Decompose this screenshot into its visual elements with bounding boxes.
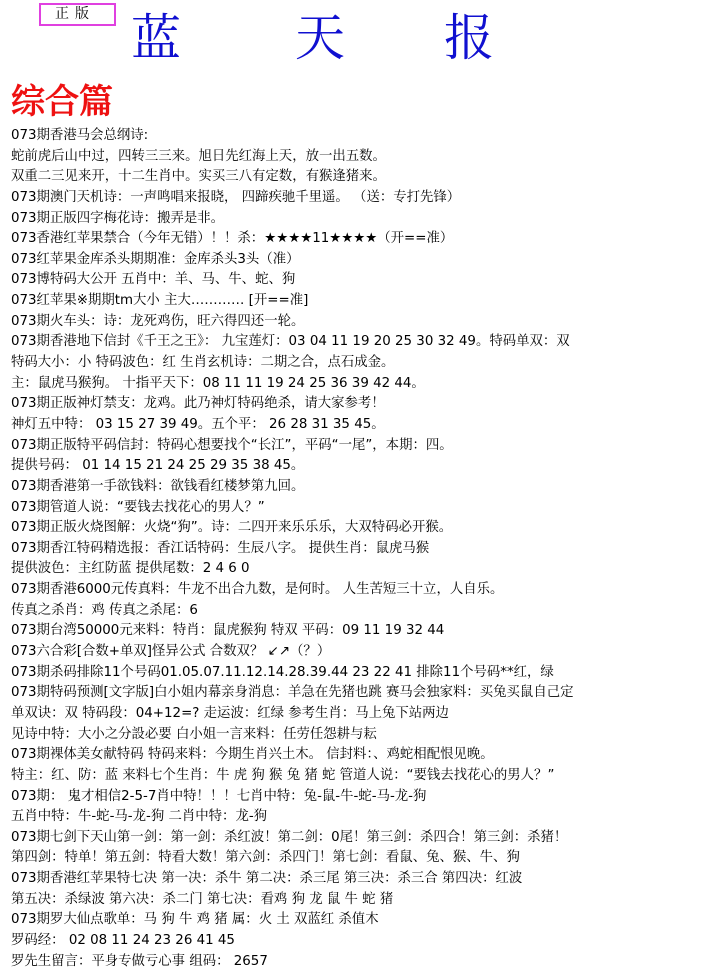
content-line: 第四剑：特单！第五剑：特看大数！第六剑：杀四门！第七剑：看鼠、兔、猴、牛、狗 [11, 850, 520, 866]
content-line: 第五决：杀绿波 第六决：杀二门 第七决：看鸡 狗 龙 鼠 牛 蛇 猪 [11, 891, 394, 907]
content-line: 神灯五中特： 03 15 27 39 49。五个平： 26 28 31 35 45。 [11, 416, 385, 432]
content-line: 073期香港6000元传真料：牛龙不出合九数，是何时。 人生苦短三十立，人自乐。 [11, 582, 504, 598]
content-line: 单双诀：双 特码段：04+12=? 走运波：红绿 参考生肖：马上兔下站两边 [11, 705, 449, 721]
content-line: 073期特码预测[文字版]白小姐内幕亲身消息：羊急在先猪也跳 赛马会独家料：买兔买鼠自己定 [11, 685, 574, 701]
content-line: 五肖中特：牛-蛇-马-龙-狗 二肖中特：龙-狗 [11, 809, 268, 825]
content-line: 073期香港红苹果特七决 第一决：杀牛 第二决：杀三尾 第三决：杀三合 第四决：红波 [11, 871, 523, 887]
content-line: 073期杀码排除11个号码01.05.07.11.12.14.28.39.44 23 22 41 排除11个号码**红，绿 [11, 664, 554, 680]
content-line: 073期正版四字梅花诗：搬弄是非。 [11, 210, 225, 226]
content-line: 073期正版特平码信封：特码心想要找个“长江”，平码“一尾”，本期：四。 [11, 437, 453, 453]
title-char-1: 蓝 [131, 9, 181, 67]
content-line: 073期澳门天机诗：一声鸣唱来报晓， 四蹄疾驰千里遥。 （送：专打先锋） [11, 189, 461, 205]
content-line: 073红苹果金库杀头期期准：金库杀头3头（准） [11, 251, 300, 267]
content-line: 073期香港第一手欲钱料：欲钱看红楼梦第九回。 [11, 478, 305, 494]
content-line: 073期台湾50000元来料：特肖：鼠虎猴狗 特双 平码：09 11 19 32 44 [11, 623, 445, 639]
edition-badge: 正版 [39, 3, 116, 26]
content-line: 073博特码大公开 五肖中：羊、马、牛、蛇、狗 [11, 272, 296, 288]
content-line: 073期裸体美女献特码 特码来料：今期生肖兴土木。 信封料：、鸡蛇相配恨见晚。 [11, 747, 494, 763]
content-line: 提供波色：主红防蓝 提供尾数：2 4 6 0 [11, 561, 250, 577]
content-line: 蛇前虎后山中过，四转三三来。旭日先红海上天，放一出五数。 [11, 148, 386, 164]
content-line: 双重二三见来开，十二生肖中。实买三八有定数，有猴逢猪来。 [11, 169, 386, 185]
content-line: 提供号码： 01 14 15 21 24 25 29 35 38 45。 [11, 458, 305, 474]
content-line: 特主：红、防：蓝 来料七个生肖：牛 虎 狗 猴 兔 猪 蛇 管道人说：“要钱去找花心的男人？” [11, 767, 555, 783]
title-char-2: 天 [295, 9, 345, 67]
content-line: 073期罗大仙点歌单：马 狗 牛 鸡 猪 属：火 土 双蓝红 杀值木 [11, 912, 379, 928]
content-line: 073红苹果※期期tm大小 主大………… [开==准] [11, 293, 309, 309]
content-line: 073期七剑下天山第一剑：第一剑：杀红波！第二剑：0尾！第三剑：杀四合！第三剑：杀猪！ [11, 829, 568, 845]
content-body [11, 126, 697, 972]
content-line: 073期香港地下信封《千王之王》： 九宝莲灯：03 04 11 19 20 25 30 32 49。特码单双：双 [11, 334, 570, 350]
content-line: 073期： 鬼才相信2-5-7肖中特！！！七肖中特：兔-鼠-牛-蛇-马-龙-狗 [11, 788, 427, 804]
content-line: 见诗中特：大小之分設必要 白小姐一言来料：任劳任怨耕与耘 [11, 726, 377, 742]
content-line: 073期正版火烧图解：火烧“狗”。诗：二四开来乐乐乐，大双特码必开猴。 [11, 520, 453, 536]
content-line: 073期火车头：诗：龙死鸡伤，旺六得四还一轮。 [11, 313, 305, 329]
content-line: 073期香港马会总纲诗: [11, 128, 149, 143]
section-title: 综合篇 [11, 82, 113, 122]
content-line: 主：鼠虎马猴狗。 十指平天下：08 11 11 19 24 25 36 39 42 44。 [11, 375, 425, 391]
title-char-3: 报 [444, 9, 494, 67]
content-line: 073期正版神灯禁支：龙鸡。此乃神灯特码绝杀，请大家参考！ [11, 396, 385, 412]
content-line: 073香港红苹果禁合（今年无错）！！杀：★★★★11★★★★（开==准） [11, 231, 454, 247]
content-line: 特码大小：小 特码波色：红 生肖玄机诗：二期之合，点石成金。 [11, 355, 395, 371]
content-line: 罗先生留言：平身专做亏心事 组码： 2657 [11, 953, 268, 969]
content-line: 传真之杀肖：鸡 传真之杀尾：6 [11, 602, 198, 618]
content-line: 073期管道人说：“要钱去找花心的男人？” [11, 499, 265, 515]
content-line: 罗码经： 02 08 11 24 23 26 41 45 [11, 932, 235, 948]
content-line: 073期香江特码精选报：香江话特码：生辰八字。 提供生肖：鼠虎马猴 [11, 540, 430, 556]
content-line: 073六合彩[合数+单双]怪异公式 合数双？ ↙↗（？） [11, 644, 331, 660]
